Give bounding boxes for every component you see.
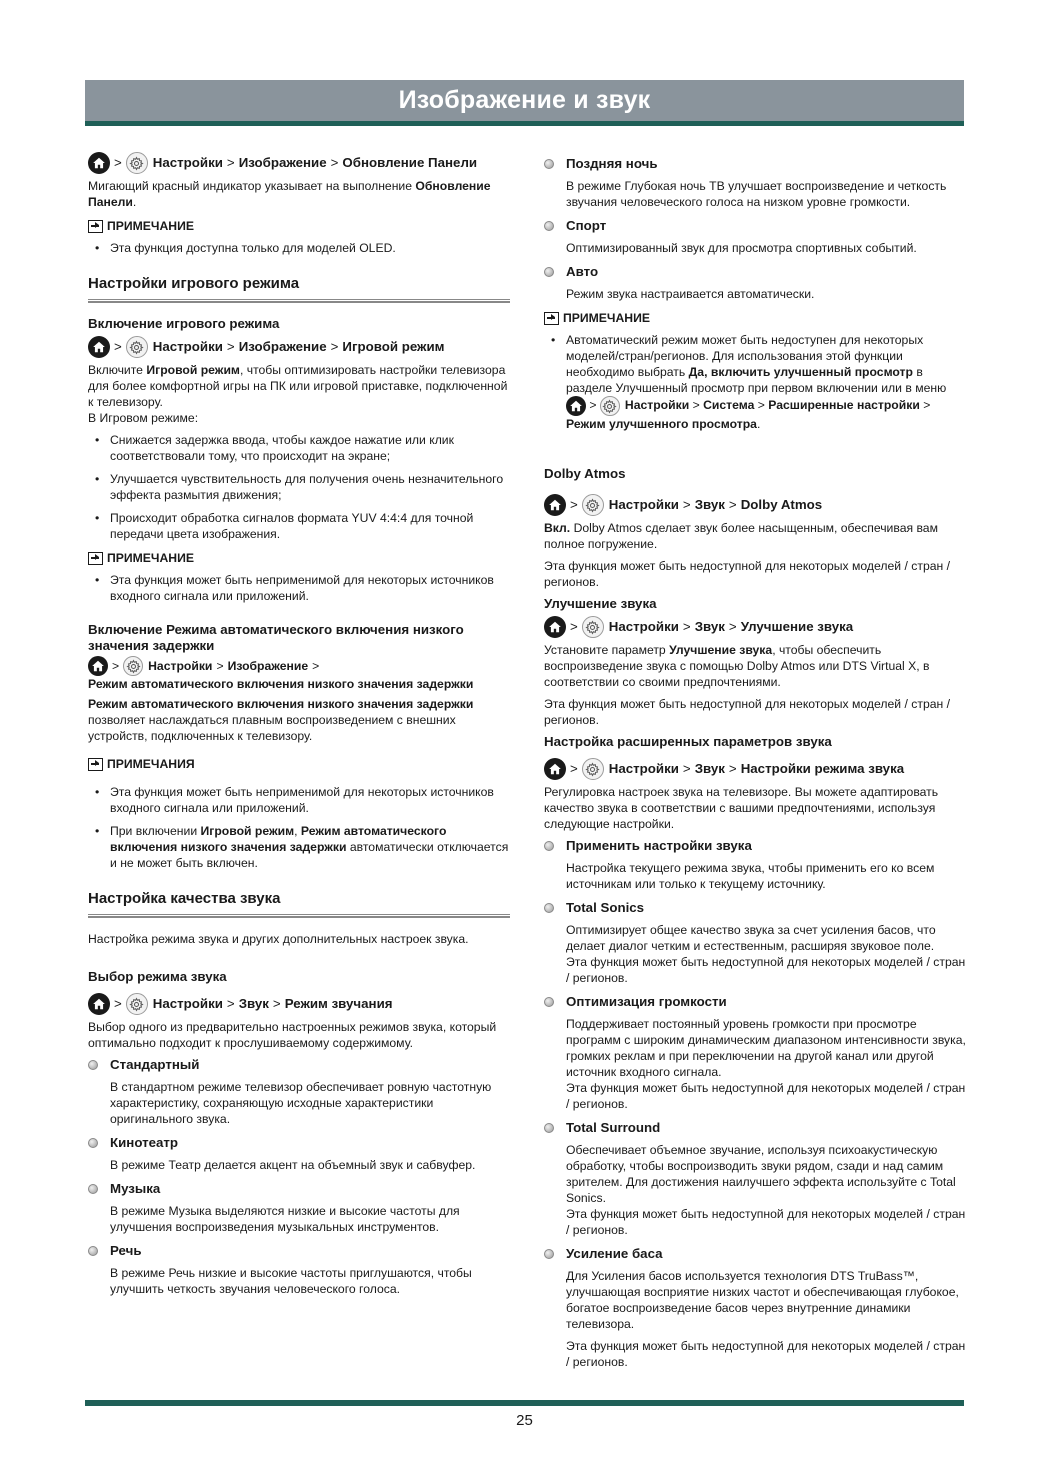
list-item: • Эта функция доступна только для моделей OLED. <box>88 240 510 256</box>
option-text: В режиме Музыка выделяются низкие и высокие частоты для улучшения воспроизведения музыкальных инструментов. <box>110 1204 460 1234</box>
gear-icon <box>126 336 148 358</box>
home-icon <box>88 152 110 174</box>
section-title-game: Настройки игрового режима <box>88 276 510 300</box>
breadcrumb-separator: > <box>226 996 235 1011</box>
option-heading <box>544 838 966 854</box>
note-list <box>88 784 510 871</box>
home-icon <box>88 336 110 358</box>
list-item: • Снижается задержка ввода, чтобы каждое нажатие или клик соответствовали тому, что происходит на экране; <box>88 432 510 464</box>
sound-intro: Настройка режима звука и других дополнительных настроек звука. <box>88 932 469 946</box>
list-item: • Улучшается чувствительность для получения очень незначительного эффекта размытия движения; <box>88 471 510 503</box>
breadcrumb <box>544 494 966 516</box>
option-title: Total Sonics <box>566 900 645 915</box>
breadcrumb-separator: > <box>114 155 122 170</box>
sound-modes <box>88 1057 510 1297</box>
subtitle-dolby: Dolby Atmos <box>544 466 626 481</box>
breadcrumb <box>544 616 966 638</box>
breadcrumb-separator: > <box>216 659 224 673</box>
option-dot <box>544 1123 554 1133</box>
breadcrumb-separator: > <box>226 339 235 354</box>
section-title-sound: Настройка качества звука <box>88 891 510 915</box>
breadcrumb-separator: > <box>114 339 122 354</box>
mode-text: Выбор одного из предварительно настроенных режимов звука, который оптимально подходит к прослушиваемому содержимому. <box>88 1020 497 1050</box>
breadcrumb-item: Звук <box>694 619 725 634</box>
note-list <box>88 240 510 256</box>
option-line: Настройка текущего режима звука, чтобы применить его ко всем источникам или только к текущему источнику. <box>566 861 935 891</box>
subtitle-enhance: Улучшение звука <box>544 596 657 611</box>
option-line: Обеспечивает объемное звучание, используя психоакустическую обработку, чтобы воспроизводить звуки рядом, сзади и над самим зрителем. Для достижения наилучшего эффекта используйте с Total Sonics. <box>566 1143 956 1205</box>
page-title: Изображение и звук <box>398 86 651 114</box>
option-title: Поздняя ночь <box>566 156 658 171</box>
option-heading <box>544 218 966 234</box>
note-icon <box>544 312 559 325</box>
breadcrumb-item: Звук <box>694 497 725 512</box>
option-dot <box>544 841 554 851</box>
alm-text: Режим автоматического включения низкого значения задержки позволяет наслаждаться плавным воспроизведением с внешних устройств, подключенных к телевизору. <box>88 697 474 743</box>
breadcrumb-item: Изображение <box>238 155 327 170</box>
breadcrumb-item: Улучшение звука <box>740 619 854 634</box>
gear-icon <box>582 616 604 638</box>
breadcrumb-item: Система <box>703 398 755 413</box>
list-item: • Эта функция может быть неприменимой для некоторых источников входного сигнала или приложений. <box>88 784 510 816</box>
breadcrumb <box>544 758 966 780</box>
option-title: Применить настройки звука <box>566 838 752 853</box>
breadcrumb-separator: > <box>728 761 737 776</box>
option-title: Музыка <box>110 1181 161 1196</box>
gear-icon <box>123 656 143 676</box>
subtitle-alm: Включение Режима автоматического включения низкого значения задержки <box>88 622 464 653</box>
option-line: Эта функция может быть недоступной для некоторых моделей / стран / регионов. <box>566 1339 966 1369</box>
option-heading <box>544 900 966 916</box>
breadcrumb-item: Настройки <box>152 155 223 170</box>
note-heading: ПРИМЕЧАНИЯ <box>88 756 510 772</box>
breadcrumb-separator: > <box>114 996 122 1011</box>
breadcrumb-item: Звук <box>694 761 725 776</box>
enhance-text-2: Эта функция может быть недоступной для некоторых моделей / стран / регионов. <box>544 697 951 727</box>
note-icon <box>88 220 103 233</box>
gear-icon <box>126 993 148 1015</box>
option-line: Эта функция может быть недоступной для некоторых моделей / стран / регионов. <box>566 955 966 985</box>
subtitle-advanced: Настройка расширенных параметров звука <box>544 734 832 749</box>
option-dot <box>88 1138 98 1148</box>
option-title: Речь <box>110 1243 142 1258</box>
breadcrumb-separator: > <box>330 339 339 354</box>
breadcrumb-item: Dolby Atmos <box>740 497 823 512</box>
home-icon <box>566 396 586 416</box>
option-heading <box>544 1246 966 1262</box>
option-title: Спорт <box>566 218 607 233</box>
option-dot <box>544 997 554 1007</box>
gear-icon <box>582 758 604 780</box>
breadcrumb-item: Настройки <box>152 339 223 354</box>
note-icon <box>88 552 103 565</box>
breadcrumb-separator: > <box>728 619 737 634</box>
option-title: Кинотеатр <box>110 1135 179 1150</box>
footer-divider <box>85 1400 964 1406</box>
left-column <box>88 152 510 1305</box>
option-heading <box>544 1120 966 1136</box>
breadcrumb <box>88 152 510 174</box>
breadcrumb-separator: > <box>586 398 600 413</box>
breadcrumb-separator: > <box>919 398 931 413</box>
option-text: В режиме Глубокая ночь ТВ улучшает воспроизведение и четкость звучания человеческого голоса на низком уровне громкости. <box>566 179 947 209</box>
breadcrumb-separator: > <box>682 497 691 512</box>
option-heading <box>544 156 966 172</box>
breadcrumb-item: Расширенные настройки <box>768 398 920 413</box>
option-title: Total Surround <box>566 1120 661 1135</box>
note-heading: ПРИМЕЧАНИЕ <box>88 218 510 234</box>
breadcrumb-item: Режим автоматического включения низкого значения задержки <box>88 677 474 691</box>
panel-text: Мигающий красный индикатор указывает на выполнение Обновление Панели. <box>88 179 491 209</box>
option-heading <box>88 1181 510 1197</box>
option-text <box>544 1268 966 1370</box>
option-text <box>544 1016 966 1112</box>
option-title: Стандартный <box>110 1057 200 1072</box>
enhance-text: Установите параметр Улучшение звука, чтобы обеспечить воспроизведение звука с помощью Dolby Atmos или DTS Virtual X, в соответствии со своими предпочтениями. <box>544 643 930 689</box>
game-text: Включите Игровой режим, чтобы оптимизировать настройки телевизора для более комфортной игры на ПК или игровой приставке, подключенной к телевизору. В Игровом режиме: <box>88 363 508 425</box>
note-icon <box>88 758 103 771</box>
home-icon <box>544 494 566 516</box>
breadcrumb-item: Обновление Панели <box>342 155 478 170</box>
option-text: Оптимизированный звук для просмотра спортивных событий. <box>566 241 917 255</box>
breadcrumb-item: Настройки <box>608 761 679 776</box>
subtitle-sound-mode: Выбор режима звука <box>88 969 227 984</box>
page-header <box>85 80 964 126</box>
breadcrumb <box>88 656 510 692</box>
breadcrumb-item: Изображение <box>238 339 327 354</box>
note-list <box>544 332 966 432</box>
breadcrumb-separator: > <box>112 659 120 673</box>
advanced-text: Регулировка настроек звука на телевизоре. Вы можете адаптировать качество звука в соответствии с вашими предпочтениями, используя следующие настройки. <box>544 785 939 831</box>
list-item: • При включении Игровой режим, Режим автоматического включения низкого значения задержки автоматически отключается и не может быть включен. <box>88 823 510 871</box>
breadcrumb-item: Настройки <box>148 659 213 673</box>
option-line: Эта функция может быть недоступной для некоторых моделей / стран / регионов. <box>566 1207 966 1237</box>
option-line: Оптимизирует общее качество звука за счет усиления басов, что делает диалог четким и естественным, расширяя звуковое поле. <box>566 923 936 953</box>
option-dot <box>544 159 554 169</box>
option-title: Оптимизация громкости <box>566 994 727 1009</box>
option-text <box>544 860 966 892</box>
option-dot <box>88 1184 98 1194</box>
list-item: • Автоматический режим может быть недоступен для некоторых моделей/стран/регионов. Для использования этой функции необходимо выбрать Да, включить улучшенный просмотр в разделе Улучшенный просмотр при первом включении или в меню > Настройки > Система > Расширенные настройки > Режим улучшенного просмотра. <box>544 332 966 432</box>
list-item: • Эта функция может быть неприменимой для некоторых источников входного сигнала или приложений. <box>88 572 510 604</box>
option-dot <box>88 1060 98 1070</box>
breadcrumb-separator: > <box>682 761 691 776</box>
breadcrumb-separator: > <box>570 497 578 512</box>
list-item: • Происходит обработка сигналов формата YUV 4:4:4 для точной передачи цвета изображения. <box>88 510 510 542</box>
option-text <box>544 1142 966 1238</box>
option-dot <box>544 1249 554 1259</box>
note-list <box>88 572 510 604</box>
breadcrumb <box>88 993 510 1015</box>
option-text: В режиме Театр делается акцент на объемный звук и сабвуфер. <box>110 1158 476 1172</box>
advanced-options <box>544 838 966 1370</box>
home-icon <box>88 993 110 1015</box>
gear-icon <box>582 494 604 516</box>
breadcrumb-separator: > <box>330 155 339 170</box>
right-column <box>544 152 966 1378</box>
option-heading <box>88 1243 510 1259</box>
option-text: В режиме Речь низкие и высокие частоты приглушаются, чтобы улучшить четкость звучания человеческого голоса. <box>110 1266 472 1296</box>
breadcrumb-separator: > <box>570 761 578 776</box>
option-dot <box>544 221 554 231</box>
option-dot <box>544 903 554 913</box>
option-dot <box>88 1246 98 1256</box>
option-title: Авто <box>566 264 599 279</box>
breadcrumb-item: Звук <box>238 996 269 1011</box>
breadcrumb-item: Игровой режим <box>342 339 445 354</box>
dolby-text: Вкл. Dolby Atmos сделает звук более насыщенным, обеспечивая вам полное погружение. <box>544 521 938 551</box>
note-heading: ПРИМЕЧАНИЕ <box>88 550 510 566</box>
breadcrumb-item: Настройки <box>608 497 679 512</box>
game-features-list <box>88 432 510 542</box>
breadcrumb-item: Настройки <box>608 619 679 634</box>
breadcrumb-item: Настройки <box>152 996 223 1011</box>
gear-icon <box>126 152 148 174</box>
breadcrumb-item: Режим звучания <box>284 996 393 1011</box>
breadcrumb-separator: > <box>689 398 704 413</box>
breadcrumb-separator: > <box>728 497 737 512</box>
gear-icon <box>600 396 620 416</box>
option-heading <box>88 1135 510 1151</box>
option-title: Усиление баса <box>566 1246 663 1261</box>
option-text: В стандартном режиме телевизор обеспечивает ровную частотную характеристику, сохраняющую исходные характеристики оригинального звука. <box>110 1080 492 1126</box>
subtitle-game-mode: Включение игрового режима <box>88 316 280 331</box>
breadcrumb <box>88 336 510 358</box>
breadcrumb-separator: > <box>570 619 578 634</box>
option-line: Эта функция может быть недоступной для некоторых моделей / стран / регионов. <box>566 1081 966 1111</box>
option-heading <box>544 994 966 1010</box>
breadcrumb-separator: > <box>226 155 235 170</box>
option-line: Поддерживает постоянный уровень громкости при просмотре программ с широким динамическим диапазоном интенсивности звука, громких реклам и при переключении на другой канал или другой источник входного сигнала. <box>566 1017 966 1079</box>
breadcrumb-separator: > <box>312 659 320 673</box>
option-dot <box>544 267 554 277</box>
breadcrumb-item: Изображение <box>227 659 309 673</box>
breadcrumb-separator: > <box>272 996 281 1011</box>
home-icon <box>544 616 566 638</box>
option-text <box>544 922 966 986</box>
breadcrumb-separator: > <box>754 398 769 413</box>
option-line: Для Усиления басов используется технология DTS TruBass™, улучшающая восприятие низких частот и обеспечивающая глубокое, богатое воспроизведение басов через внутренние динамики телевизора. <box>566 1269 959 1331</box>
note-heading: ПРИМЕЧАНИЕ <box>544 310 966 326</box>
breadcrumb-item: Настройки режима звука <box>740 761 905 776</box>
breadcrumb-separator: > <box>682 619 691 634</box>
dolby-text-2: Эта функция может быть недоступной для некоторых моделей / стран / регионов. <box>544 559 951 589</box>
inline-breadcrumb <box>566 398 930 431</box>
breadcrumb-item: Настройки <box>624 398 690 413</box>
option-text: Режим звука настраивается автоматически. <box>566 287 815 301</box>
breadcrumb-item: Режим улучшенного просмотра <box>566 417 757 431</box>
home-icon <box>88 656 108 676</box>
home-icon <box>544 758 566 780</box>
page-number: 25 <box>516 1412 533 1429</box>
option-heading <box>544 264 966 280</box>
sound-modes-cont <box>544 156 966 302</box>
option-heading <box>88 1057 510 1073</box>
